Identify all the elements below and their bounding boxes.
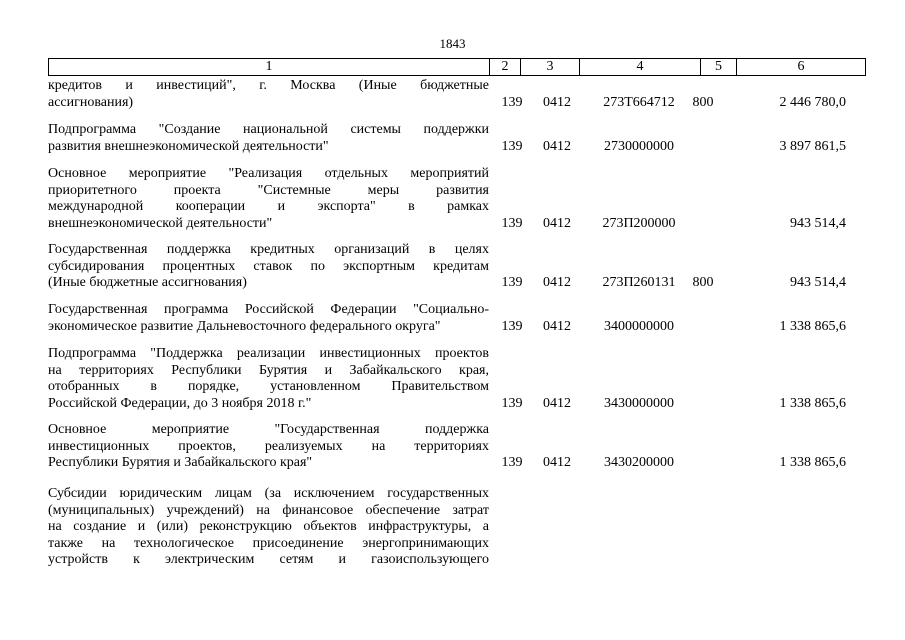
description-line: на создание и (или) реконструкцию объектов инфраструктуры, а — [48, 519, 489, 534]
ministry-code: 139 — [501, 94, 523, 110]
expense-type-code: 800 — [692, 94, 714, 110]
row-description — [48, 346, 489, 412]
table-row — [48, 346, 848, 412]
description-line: Республики Бурятия и Забайкальского края" — [48, 455, 313, 470]
header-col-1: 1 — [49, 59, 490, 75]
ministry-code: 139 — [501, 138, 523, 154]
description-line: также на технологическое присоединение энергопринимающих — [48, 535, 489, 551]
section-code: 0412 — [543, 318, 571, 334]
header-col-4: 4 — [580, 59, 701, 75]
row-description — [48, 486, 489, 569]
target-article-code: 3400000000 — [604, 318, 674, 334]
ministry-code: 139 — [501, 455, 523, 470]
amount: 943 514,4 — [790, 275, 846, 290]
target-article-code: 273П260131 — [602, 275, 676, 290]
section-code: 0412 — [543, 395, 571, 411]
header-col-3: 3 — [521, 59, 580, 75]
amount: 1 338 865,6 — [779, 395, 846, 411]
description-line: Основное мероприятие "Реализация отдельных мероприятий — [48, 166, 489, 181]
ministry-code: 139 — [501, 215, 523, 231]
header-col-5: 5 — [701, 59, 737, 75]
description-line: Подпрограмма "Поддержка реализации инвестиционных проектов — [48, 346, 489, 361]
table-row — [48, 242, 848, 292]
description-line: субсидирования процентных ставок по экспортным кредитам — [48, 258, 489, 274]
header-col-2: 2 — [490, 59, 521, 75]
section-code: 0412 — [543, 275, 571, 290]
amount: 3 897 861,5 — [779, 138, 846, 154]
description-line: устройств к электрическим сетям и газоиспользующего — [48, 552, 489, 567]
table-row — [48, 422, 848, 472]
description-line: на территориях Республики Бурятия и Забайкальского края, — [48, 362, 489, 378]
description-line: ассигнования) — [48, 94, 134, 110]
target-article-code: 273П200000 — [602, 215, 676, 231]
section-code: 0412 — [543, 94, 571, 110]
page-number: 1843 — [439, 36, 466, 51]
amount: 1 338 865,6 — [779, 318, 846, 334]
table-row — [48, 302, 848, 335]
description-line: инвестиционных проектов, реализуемых на территориях — [48, 438, 489, 454]
row-description — [48, 122, 489, 155]
expense-type-code: 800 — [692, 275, 714, 290]
row-description — [48, 302, 489, 335]
header-col-6: 6 — [797, 59, 805, 74]
description-line: внешнеэкономической деятельности" — [48, 215, 273, 231]
target-article-code: 273Т664712 — [603, 94, 675, 110]
description-line: Субсидии юридическим лицам (за исключением государственных — [48, 486, 489, 501]
amount: 943 514,4 — [790, 215, 846, 231]
table-row — [48, 122, 848, 155]
row-description — [48, 78, 489, 111]
ministry-code: 139 — [501, 318, 523, 334]
ministry-code: 139 — [501, 275, 523, 290]
table-header — [48, 58, 866, 76]
section-code: 0412 — [543, 138, 571, 154]
description-line: Российской Федерации, до 3 ноября 2018 г." — [48, 395, 312, 411]
description-line: (муниципальных) учреждений) на финансовое обеспечение затрат — [48, 502, 489, 518]
description-line: Основное мероприятие "Государственная поддержка — [48, 422, 489, 437]
section-code: 0412 — [543, 455, 571, 470]
target-article-code: 3430200000 — [604, 455, 674, 470]
ministry-code: 139 — [501, 395, 523, 411]
description-line: международной кооперации и экспорта" в рамках — [48, 199, 489, 214]
amount: 2 446 780,0 — [779, 94, 846, 110]
description-line: отобранных в порядке, установленном Правительством — [48, 379, 489, 394]
table-row — [48, 166, 848, 232]
description-line: развития внешнеэкономической деятельности" — [48, 138, 329, 154]
table-row — [48, 78, 848, 111]
table-row — [48, 486, 848, 569]
description-line: Подпрограмма "Создание национальной системы поддержки — [48, 122, 489, 137]
row-description — [48, 166, 489, 232]
section-code: 0412 — [543, 215, 571, 231]
description-line: Государственная поддержка кредитных организаций в целях — [48, 242, 489, 257]
description-line: экономическое развитие Дальневосточного федерального округа" — [48, 318, 441, 334]
row-description — [48, 422, 489, 472]
description-line: Государственная программа Российской Федерации "Социально- — [48, 302, 489, 317]
description-line: приоритетного проекта "Системные меры развития — [48, 182, 489, 198]
row-description — [48, 242, 489, 292]
target-article-code: 3430000000 — [604, 395, 674, 411]
target-article-code: 2730000000 — [604, 138, 674, 154]
amount: 1 338 865,6 — [779, 455, 846, 470]
description-line: кредитов и инвестиций", г. Москва (Иные бюджетные — [48, 78, 489, 93]
description-line: (Иные бюджетные ассигнования) — [48, 275, 247, 290]
